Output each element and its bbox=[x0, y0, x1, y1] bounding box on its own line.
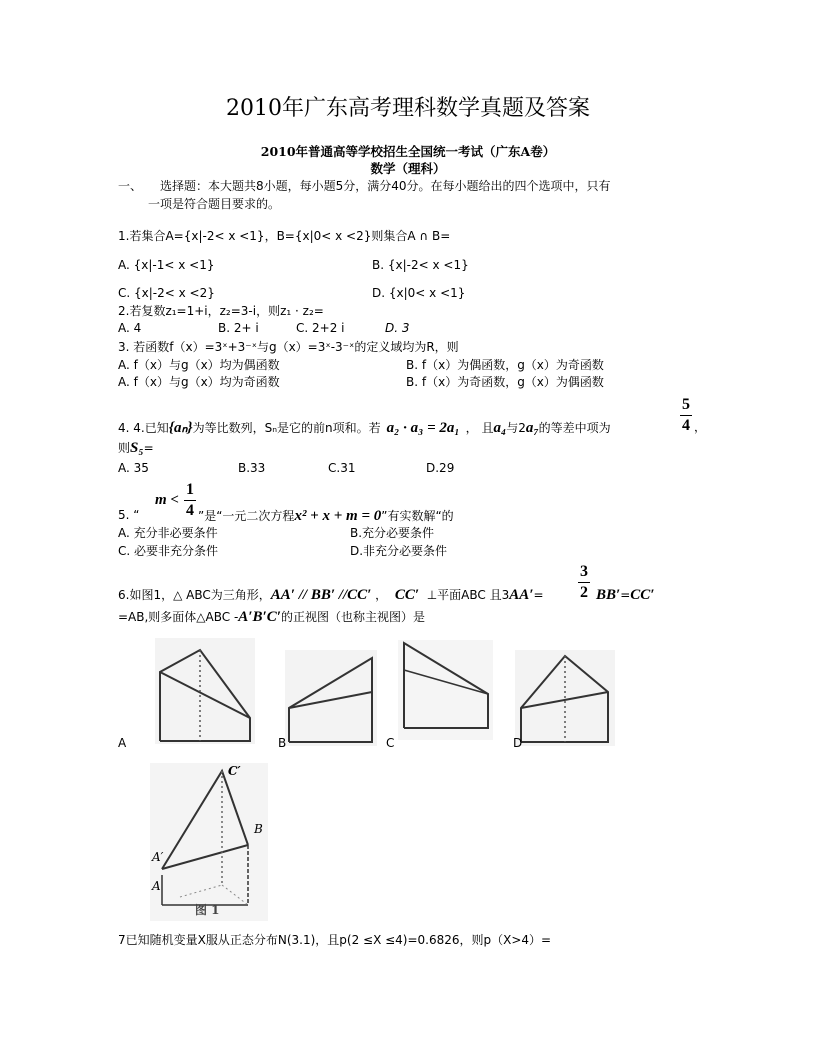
q2-option-a: A. 4 bbox=[118, 321, 142, 335]
q1-option-c: C. {x|-2< x <2} bbox=[118, 286, 215, 300]
q4-option-c: C.31 bbox=[328, 461, 356, 475]
q6-fraction bbox=[578, 564, 590, 601]
q4-sequence: {aₙ} bbox=[168, 420, 193, 436]
q4-a4: a₄ bbox=[493, 420, 507, 436]
q4-a7: a₇ bbox=[525, 420, 539, 436]
q5-option-d: D.非充分必要条件 bbox=[350, 544, 448, 558]
q2-option-b: B. 2+ i bbox=[218, 321, 259, 335]
q5-option-b: B.充分必要条件 bbox=[350, 526, 435, 540]
q4-text: ， 且 bbox=[465, 421, 494, 435]
numerator: 1 bbox=[186, 481, 194, 498]
figure-choice-d bbox=[515, 650, 615, 746]
figure-choice-c bbox=[398, 640, 493, 740]
denominator: 2 bbox=[580, 584, 588, 601]
figure-label-c-prime: C′ bbox=[228, 764, 241, 778]
q6-text: = bbox=[620, 588, 631, 602]
q2-option-d: D. 3 bbox=[385, 321, 410, 335]
q7-stem: 7已知随机变量X服从正态分布N(3.1)，且p(2 ≤X ≤4)=0.6826，则p（X>4）= bbox=[118, 933, 552, 947]
q6-abc: A′B′C′ bbox=[238, 609, 281, 625]
q4-text: 的等差中项为 bbox=[538, 421, 611, 435]
q1-option-a: A. {x|-1< x <1} bbox=[118, 258, 215, 272]
q6-text: 的正视图（也称主视图）是 bbox=[280, 610, 425, 624]
q4-text: = bbox=[143, 441, 154, 455]
q6-cc: CC′ bbox=[630, 587, 655, 603]
document-title: 2010年广东高考理科数学真题及答案 bbox=[226, 96, 590, 121]
q6-cc: CC′ bbox=[394, 587, 420, 603]
q4-text: 与2 bbox=[506, 421, 526, 435]
q5-inequality: m < bbox=[155, 492, 179, 508]
q1-option-b: B. {x|-2< x <1} bbox=[372, 258, 469, 272]
figure-label-b: B bbox=[254, 822, 263, 836]
section-instruction: 一、 选择题：本大题共8小题，每小题5分，满分40分。在每小题给出的四个选项中，只有 bbox=[118, 179, 611, 193]
q4-option-b: B.33 bbox=[238, 461, 266, 475]
q1-option-d: D. {x|0< x <1} bbox=[372, 286, 466, 300]
q4-option-d: D.29 bbox=[426, 461, 455, 475]
q3-option-d: B. f（x）为奇函数，g（x）为偶函数 bbox=[406, 375, 604, 389]
q5-equation: x² + x + m = 0 bbox=[294, 508, 382, 524]
q4-stem bbox=[118, 421, 611, 436]
choice-label-a: A bbox=[118, 736, 127, 750]
q3-option-b: B. f（x）为偶函数，g（x）为奇函数 bbox=[406, 358, 604, 372]
q5-option-a: A. 充分非必要条件 bbox=[118, 526, 218, 540]
q4-text: 4. 4.已知 bbox=[118, 421, 169, 435]
q4-text: 则 bbox=[118, 441, 131, 455]
figure-choice-a bbox=[155, 638, 255, 744]
q6-text: 6.如图1，△ ABC为三角形， bbox=[118, 588, 271, 602]
q6-aa: AA′ bbox=[509, 587, 534, 603]
q4-equation: a₂ · a₃ = 2a₁ bbox=[386, 420, 460, 436]
q4-s5: S₅ bbox=[130, 440, 144, 456]
q6-line2 bbox=[118, 610, 425, 625]
figure-choice-b bbox=[285, 650, 377, 746]
figure-caption: 图 1 bbox=[195, 903, 220, 917]
q3-option-c: A. f（x）与g（x）均为奇函数 bbox=[118, 375, 280, 389]
figure-label-a-prime: A′ bbox=[152, 850, 164, 864]
choice-label-b: B bbox=[278, 736, 287, 750]
q6-text: ， bbox=[371, 588, 388, 602]
q2-stem: 2.若复数z₁=1+i，z₂=3-i，则z₁ · z₂= bbox=[118, 304, 324, 318]
q6-stem bbox=[118, 588, 544, 603]
q6-text: =AB,则多面体△ABC - bbox=[118, 610, 239, 624]
q4-comma: ， bbox=[694, 420, 707, 434]
q4-option-a: A. 35 bbox=[118, 461, 149, 475]
q4-line2 bbox=[118, 441, 154, 456]
q1-stem: 1.若集合A={x|-2< x <1}，B={x|0< x <2}则集合A ∩ B= bbox=[118, 229, 451, 243]
exam-subtitle: 2010年普通高等学校招生全国统一考试（广东A卷） bbox=[260, 144, 556, 159]
numerator: 3 bbox=[580, 563, 588, 580]
subject-title: 数学（理科） bbox=[370, 161, 446, 176]
q6-stem-end bbox=[596, 588, 655, 603]
numerator: 5 bbox=[682, 396, 690, 413]
section-instruction-cont: 一项是符合题目要求的。 bbox=[148, 197, 281, 211]
q3-option-a: A. f（x）与g（x）均为偶函数 bbox=[118, 358, 280, 372]
q5-fraction bbox=[184, 482, 196, 519]
choice-label-c: C bbox=[386, 736, 395, 750]
denominator: 4 bbox=[682, 417, 690, 434]
q3-stem: 3. 若函数f（x）=3ˣ+3⁻ˣ与g（x）=3ˣ-3⁻ˣ的定义域均为R，则 bbox=[118, 340, 459, 354]
q6-parallel: AA′ // BB′ //CC′ bbox=[270, 587, 372, 603]
figure-label-a: A bbox=[152, 879, 161, 893]
choice-label-d: D bbox=[513, 736, 523, 750]
figure-1-polyhedron bbox=[150, 763, 268, 921]
q5-number: 5. “ bbox=[118, 508, 140, 522]
q4-text: 为等比数列，Sₙ是它的前n项和。若 bbox=[192, 421, 381, 435]
denominator: 4 bbox=[186, 502, 194, 519]
q2-option-c: C. 2+2 i bbox=[296, 321, 345, 335]
q4-fraction bbox=[680, 397, 692, 434]
q5-stem bbox=[198, 509, 454, 524]
q6-text: ⊥平面ABC 且3 bbox=[426, 588, 510, 602]
q6-bb: BB′ bbox=[596, 587, 621, 603]
q5-text: ”是“一元二次方程 bbox=[198, 509, 295, 523]
q5-text: ”有实数解“的 bbox=[381, 509, 454, 523]
q6-text: = bbox=[533, 588, 544, 602]
q5-option-c: C. 必要非充分条件 bbox=[118, 544, 219, 558]
